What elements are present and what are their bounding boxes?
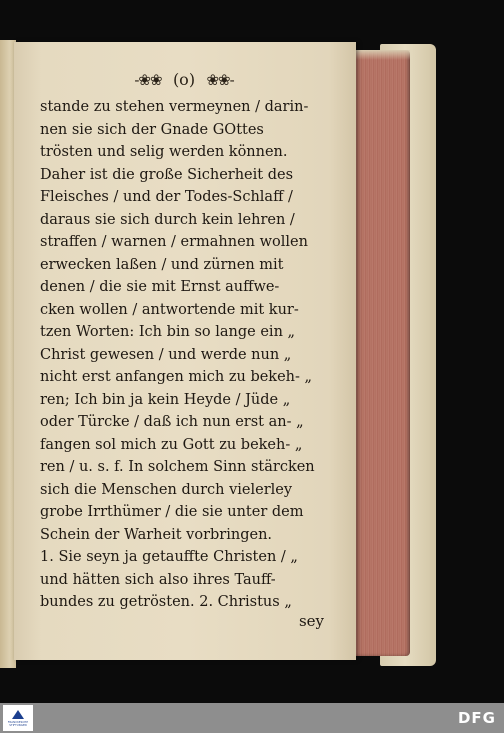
text-line: bundes zu getrösten. 2. Christus „ xyxy=(40,594,292,610)
text-line: grobe Irrthümer / die sie unter dem xyxy=(40,504,304,520)
catchword: sey xyxy=(298,612,324,630)
footer-bar xyxy=(0,703,504,733)
text-line: Daher ist die große Sicherheit des xyxy=(40,166,294,183)
page-edges xyxy=(352,50,410,656)
ornament-right-icon: ❀❀- xyxy=(206,71,234,89)
text-line: daraus sie sich durch kein lehren / xyxy=(40,211,295,228)
text-line: straffen / warnen / ermahnen wollen xyxy=(40,234,308,250)
text-line: fangen sol mich zu Gott zu bekeh- „ xyxy=(40,436,303,453)
ornament-left-icon: -❀❀ xyxy=(134,71,162,89)
text-line: 1. Sie seyn ja getauffte Christen / „ xyxy=(40,549,298,565)
text-line: ren / u. s. f. In solchem Sinn stärcken xyxy=(40,459,315,475)
page-header xyxy=(114,68,254,92)
text-line: erwecken laßen / und zürnen mit xyxy=(40,256,284,273)
text-line: sich die Menschen durch vielerley xyxy=(40,481,293,498)
dfg-logo[interactable]: DFG xyxy=(457,709,496,727)
text-line: cken wollen / antwortende mit kur- xyxy=(40,301,299,318)
page-edges-highlight xyxy=(352,50,410,60)
book-page xyxy=(14,42,356,660)
page-number: (o) xyxy=(172,70,196,89)
text-line: trösten und selig werden können. xyxy=(40,144,288,160)
page-body-text xyxy=(40,96,340,614)
text-line: Christ gewesen / und werde nun „ xyxy=(40,346,292,363)
text-line: ren; Ich bin ja kein Heyde / Jüde „ xyxy=(40,391,291,408)
text-line: oder Türcke / daß ich nun erst an- „ xyxy=(40,414,304,430)
logo-text: FRANCKESCHE STIFTUNGEN xyxy=(7,721,29,727)
text-line: stande zu stehen vermeynen / darin- xyxy=(40,99,309,115)
text-line: Schein der Warheit vorbringen. xyxy=(40,526,273,543)
text-line: nicht erst anfangen mich zu bekeh- „ xyxy=(40,369,313,385)
text-line: denen / die sie mit Ernst auffwe- xyxy=(40,279,280,295)
text-line: nen sie sich der Gnade GOttes xyxy=(40,121,264,138)
francke-foundations-logo[interactable] xyxy=(3,705,33,731)
logo-emblem-icon xyxy=(12,710,24,719)
text-line: und hätten sich also ihres Tauff- xyxy=(40,571,276,588)
text-line: tzen Worten: Ich bin so lange ein „ xyxy=(40,324,296,340)
text-line: Fleisches / und der Todes-Schlaff / xyxy=(40,189,293,205)
